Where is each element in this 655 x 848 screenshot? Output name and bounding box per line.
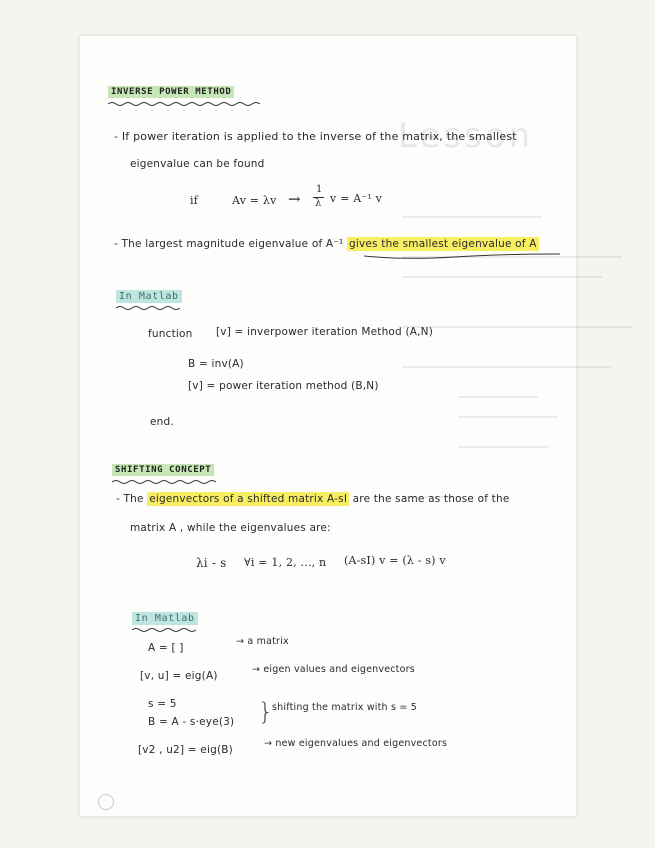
bullet-largest-text: - The largest magnitude eigenvalue of A⁻¹ [114, 238, 344, 250]
bullet-shifting-line1 [116, 493, 510, 505]
section-heading-matlab-2: In Matlab [132, 612, 198, 625]
formula-shifted-lambda: λi - s [196, 556, 227, 570]
bullet-inverse-line2: eigenvalue can be found [130, 158, 265, 170]
formula-frac-numerator: 1 [316, 184, 323, 195]
heading-underline [112, 479, 218, 485]
bullet-shifting-post: are the same as those of the [352, 493, 510, 505]
heading-underline [116, 305, 180, 311]
formula-if: if [190, 194, 198, 207]
bullet-inverse-line1: - If power iteration is applied to the inverse of the matrix, the smallest [114, 130, 517, 143]
matlab2-s-assign: s = 5 [148, 698, 177, 710]
matlab2-shift-line: B = A - s·eye(3) [148, 716, 235, 728]
matlab1-end: end. [150, 416, 174, 428]
highlight-smallest-eigenvalue: gives the smallest eigenvalue of A [348, 238, 537, 250]
matlab1-power-line: [v] = power iteration method (B,N) [188, 380, 379, 392]
bullet-shifting-pre: - The [116, 493, 144, 505]
formula-shifted-eq: (A-sI) v = (λ - s) v [344, 554, 446, 567]
matlab1-function-signature: [v] = inverpower iteration Method (A,N) [216, 326, 434, 338]
formula-inverse-rhs: v = A⁻¹ v [330, 192, 383, 205]
highlight-underline [364, 252, 560, 258]
formula-forall: ∀i = 1, 2, ..., n [244, 556, 327, 569]
brace-icon: } [258, 698, 274, 726]
formula-eigen-eq: Av = λv [232, 194, 277, 207]
matlab2-eig-line: [v, u] = eig(A) [140, 670, 218, 682]
section-heading-inverse-power: INVERSE POWER METHOD [108, 86, 234, 98]
formula-frac-denominator: λ [315, 198, 322, 209]
bullet-shifting-line2: matrix A , while the eigenvalues are: [130, 522, 331, 534]
matlab2-new-eig-note: → new eigenvalues and eigenvectors [264, 738, 448, 749]
matlab1-function-keyword: function [148, 328, 193, 340]
matlab1-inv-line: B = inv(A) [188, 358, 244, 370]
matlab2-new-eig-line: [v2 , u2] = eig(B) [138, 744, 233, 756]
heading-underline [108, 101, 260, 107]
matlab2-brace-note: shifting the matrix with s = 5 [272, 702, 417, 713]
arrow-icon: → [288, 190, 301, 208]
section-heading-matlab-1: In Matlab [116, 290, 182, 303]
bullet-largest-eigenvalue [114, 238, 539, 250]
highlight-shifted-eigenvectors: eigenvectors of a shifted matrix A-sI [149, 493, 348, 505]
bleed-through-text: Lesson [398, 116, 655, 536]
page-corner-mark [98, 794, 114, 810]
matlab2-matrix-note: → a matrix [236, 636, 289, 647]
matlab2-eig-note: → eigen values and eigenvectors [252, 664, 415, 675]
heading-underline [132, 627, 198, 633]
section-heading-shifting: SHIFTING CONCEPT [112, 464, 214, 476]
matlab2-matrix-def: A = [ ] [148, 642, 184, 654]
